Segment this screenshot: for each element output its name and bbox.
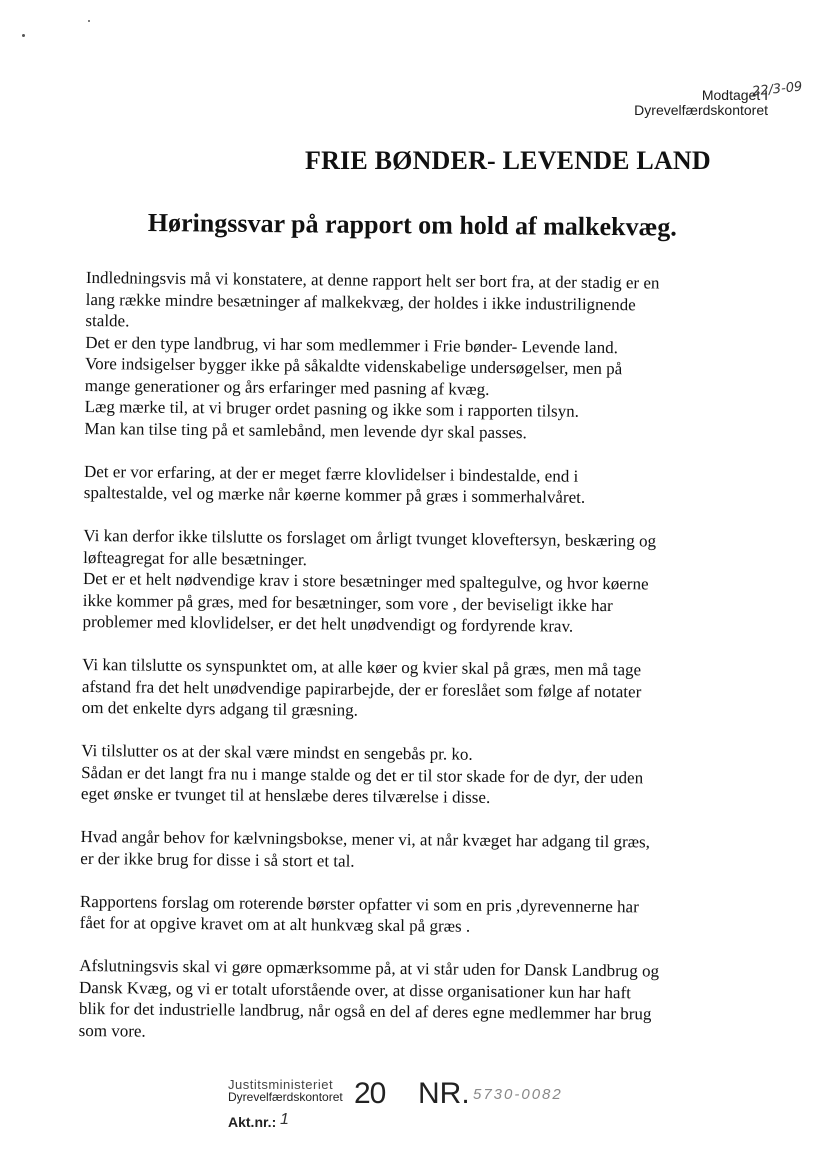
document-title: Høringssvar på rapport om hold af malkekvæg. <box>147 208 677 242</box>
text-line: lang række mindre besætninger af malkekvæg, der holdes i ikke industrilignende <box>85 289 636 314</box>
paragraph <box>80 890 745 939</box>
stamp-nr-label: NR. <box>418 1077 470 1110</box>
text-line: Hvad angår behov for kælvningsbokse, mener vi, at når kvæget har adgang til græs, <box>80 826 650 852</box>
text-line: spaltestalde, vel og mærke når køerne kommer på græs i sommerhalvåret. <box>83 482 586 507</box>
text-line: afstand fra det helt unødvendige papirarbejde, der er foreslået som følge af notater <box>81 676 642 701</box>
received-stamp <box>568 79 803 118</box>
stamp-year: 20 <box>354 1077 386 1110</box>
text-line: Det er et helt nødvendige krav i store besætninger med spaltegulve, og hvor køerne <box>82 568 649 594</box>
stamp-akt-label: Akt.nr.: <box>228 1114 277 1130</box>
journal-stamp <box>228 1078 648 1138</box>
paragraph <box>84 460 749 509</box>
text-line: Dansk Kvæg, og vi er totalt uforstående over, at disse organisationer kun har haft <box>78 977 631 1002</box>
text-line: fået for at opgive kravet om at alt hunkvæg skal på græs . <box>79 912 471 936</box>
text-line: problemer med klovlidelser, er det helt unødvendigt og fordyrende krav. <box>82 611 574 636</box>
letter-body <box>78 267 751 1069</box>
text-line: stalde. <box>85 310 130 331</box>
stamp-ministry: Justitsministeriet <box>228 1077 334 1092</box>
text-line: eget ønske er tvunget til at henslæbe deres tilværelse i disse. <box>80 783 491 807</box>
text-line: Indledningsvis må vi konstatere, at denne rapport helt ser bort fra, at der stadig er en <box>85 267 660 293</box>
text-line: Vi kan tilslutte os synspunktet om, at alle køer og kvier skal på græs, men må tage <box>82 654 642 680</box>
text-line: blik for det industrielle landbrug, når også en del af deres egne medlemmer har brug <box>78 998 652 1024</box>
stamp-akt-value: 1 <box>280 1111 289 1128</box>
text-line: Afslutningsvis skal vi gøre opmærksomme på, at vi står uden for Dansk Landbrug og <box>79 955 660 981</box>
text-line: Læg mærke til, at vi bruger ordet pasning og ikke som i rapporten tilsyn. <box>84 396 580 421</box>
text-line: om det enkelte dyrs adgang til græsning. <box>81 697 359 720</box>
text-line: Vore indsigelser bygger ikke på såkaldte videnskabelige undersøgelser, men på <box>84 353 623 379</box>
text-line: er der ikke brug for disse i så stort et tal. <box>80 848 355 871</box>
paragraph <box>82 654 748 725</box>
paragraph <box>82 525 748 639</box>
text-line: Vi kan derfor ikke tilslutte os forslaget om årligt tvunget kloveftersyn, beskæring og <box>83 525 657 551</box>
stamp-office: Dyrevelfærdskontoret <box>228 1090 343 1104</box>
stamp-case-number: 5730-0082 <box>473 1086 563 1103</box>
text-line: Man kan tilse ting på et samlebånd, men levende dyr skal passes. <box>84 418 527 442</box>
stamp-received-label: Modtaget I <box>701 87 768 103</box>
text-line: Rapportens forslag om roterende børster opfatter vi som en pris ,dyrevennerne har <box>79 891 639 916</box>
scan-speck <box>88 20 90 22</box>
scan-speck <box>22 34 25 37</box>
stamp-office-label: Dyrevelfærdskontoret <box>634 102 768 118</box>
text-line: Vi tilslutter os at der skal være mindst en sengebås pr. ko. <box>81 740 473 764</box>
text-line: Det er den type landbrug, vi har som medlemmer i Frie bønder- Levende land. <box>85 332 618 357</box>
text-line: som vore. <box>78 1020 146 1041</box>
stamp-handwritten-date: 22/3-09 <box>750 79 803 100</box>
text-line: Sådan er det langt fra nu i mange stalde og det er til stor skade for de dyr, der uden <box>81 762 644 787</box>
paragraph <box>80 826 745 875</box>
text-line: mange generationer og års erfaringer med pasning af kvæg. <box>84 375 490 399</box>
paragraph <box>79 955 745 1047</box>
paragraph <box>84 267 751 445</box>
text-line: ikke kommer på græs, med for besætninger, som vore , der beviseligt ikke har <box>82 590 613 615</box>
text-line: Det er vor erfaring, at der er meget færre klovlidelser i bindestalde, end i <box>83 461 579 486</box>
organization-title: FRIE BØNDER- LEVENDE LAND <box>305 146 711 175</box>
paragraph <box>81 740 747 811</box>
text-line: løfteagregat for alle besætninger. <box>83 547 308 569</box>
